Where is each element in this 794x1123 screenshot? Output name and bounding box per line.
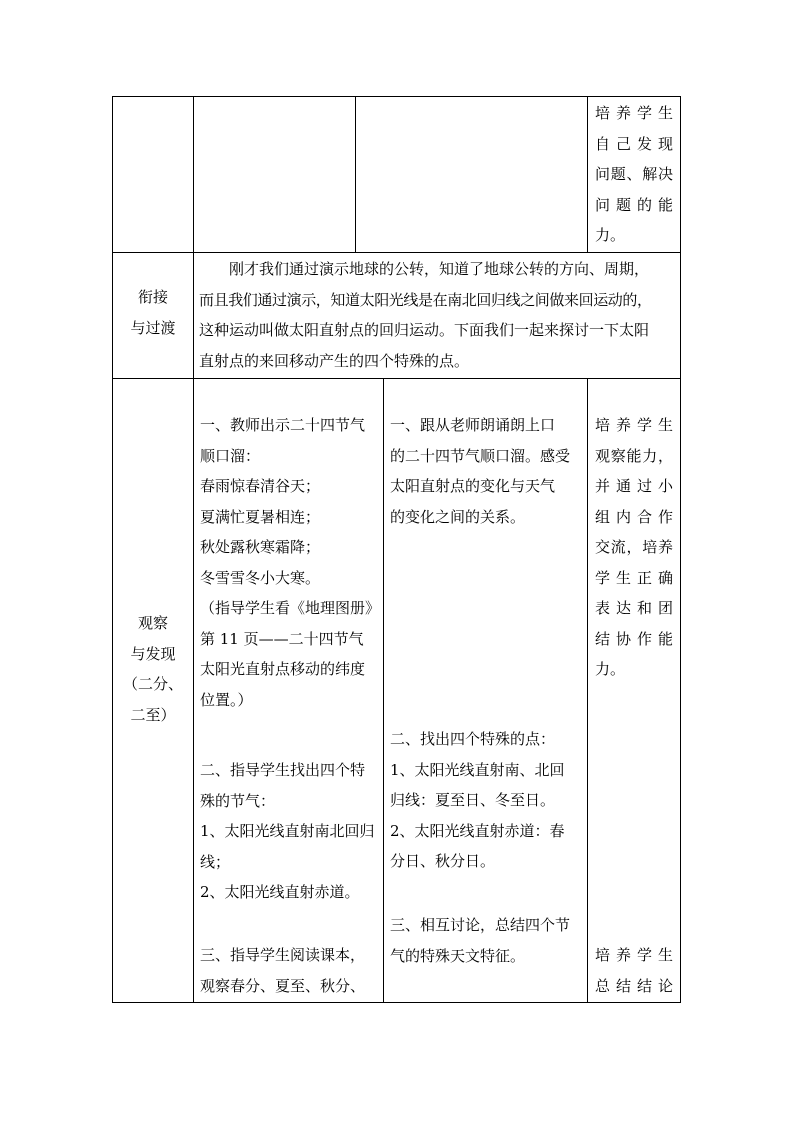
student-activity-block-3 bbox=[390, 910, 582, 971]
student-line: 归线：夏至日、冬至日。 bbox=[390, 791, 556, 809]
col-divider-label bbox=[193, 96, 194, 1003]
student-line: 2、太阳光线直射赤道：春 bbox=[390, 821, 565, 840]
purpose-line: 力。 bbox=[595, 226, 626, 244]
section-label: 观察 bbox=[137, 614, 168, 632]
purpose-line: 力。 bbox=[595, 660, 626, 678]
student-line: 分日、秋分日。 bbox=[390, 852, 496, 870]
col-divider-middle-row3 bbox=[383, 378, 384, 1002]
purpose-block-1 bbox=[595, 410, 673, 685]
row-divider-1 bbox=[112, 252, 681, 253]
teacher-line: 顺口溜： bbox=[200, 446, 261, 465]
transition-paragraph-line: 直射点的来回移动产生的四个特殊的点。 bbox=[199, 351, 470, 370]
purpose-block-2 bbox=[595, 940, 673, 1001]
row2-label-cell bbox=[113, 282, 193, 343]
teacher-line: 殊的节气： bbox=[200, 791, 276, 810]
teacher-line: 观察春分、夏至、秋分、 bbox=[200, 976, 366, 995]
teacher-line: 位置。） bbox=[200, 690, 253, 709]
purpose-line: 培养学生 bbox=[595, 104, 673, 122]
purpose-line: 培养学生 bbox=[595, 946, 673, 964]
student-line: 一、跟从老师朗诵朗上口 bbox=[390, 416, 556, 434]
teacher-line: 第 11 页——二十四节气 bbox=[200, 629, 364, 648]
teacher-line: 秋处露秋寒霜降； bbox=[200, 538, 321, 556]
student-line: 1、太阳光线直射南、北回 bbox=[390, 760, 565, 779]
student-activity-block-2 bbox=[390, 724, 582, 877]
section-label: 与过渡 bbox=[130, 318, 176, 337]
student-line: 的二十四节气顺口溜。感受 bbox=[390, 446, 571, 465]
row1-purpose-cell bbox=[595, 98, 673, 251]
table-border-left bbox=[112, 96, 113, 1003]
teacher-line: 冬雪雪冬小大寒。 bbox=[200, 568, 321, 587]
purpose-line: 并通过小 bbox=[595, 477, 673, 495]
teacher-line: 太阳光直射点移动的纬度 bbox=[200, 660, 366, 678]
purpose-line: 观察能力， bbox=[595, 446, 673, 465]
row2-text-cell bbox=[199, 254, 675, 376]
student-line: 的变化之间的关系。 bbox=[390, 507, 526, 526]
teacher-activity-block-3 bbox=[200, 940, 380, 1001]
purpose-line: 自己发现 bbox=[595, 134, 673, 153]
row3-label-cell bbox=[113, 608, 193, 730]
student-line: 气的特殊天文特征。 bbox=[390, 946, 526, 965]
teacher-line: 一、教师出示二十四节气 bbox=[200, 416, 366, 434]
student-line: 三、相互讨论，总结四个节 bbox=[390, 916, 571, 934]
teacher-line: 春雨惊春清谷天； bbox=[200, 477, 321, 495]
student-activity-block-1 bbox=[390, 410, 582, 532]
teacher-line: （指导学生看《地理图册》 bbox=[200, 599, 381, 617]
purpose-line: 学生正确 bbox=[595, 568, 673, 587]
teacher-line: 1、太阳光线直射南北回归 bbox=[200, 822, 375, 840]
teacher-line: 2、太阳光线直射赤道。 bbox=[200, 883, 360, 901]
teacher-activity-block-1 bbox=[200, 410, 380, 715]
row-divider-2 bbox=[112, 378, 681, 379]
col-divider-purpose-row3 bbox=[587, 378, 588, 1002]
purpose-line: 问题的能 bbox=[595, 195, 673, 214]
student-line: 太阳直射点的变化与天气 bbox=[390, 477, 556, 495]
student-line: 二、找出四个特殊的点： bbox=[390, 730, 556, 748]
section-label: 二至） bbox=[130, 705, 176, 724]
transition-paragraph-line: 这种运动叫做太阳直射点的回归运动。下面我们一起来探讨一下太阳 bbox=[199, 321, 650, 339]
purpose-line: 问题、解决 bbox=[595, 165, 673, 183]
col-divider-purpose-row1 bbox=[587, 96, 588, 252]
col-divider-middle-row1 bbox=[355, 96, 356, 252]
transition-paragraph-line: 而且我们通过演示，知道太阳光线是在南北回归线之间做来回运动的， bbox=[199, 290, 652, 309]
purpose-line: 组内合作 bbox=[595, 507, 673, 526]
table-border-bottom bbox=[112, 1002, 681, 1003]
section-label: 与发现 bbox=[130, 644, 176, 663]
purpose-line: 交流，培养 bbox=[595, 538, 673, 556]
section-label: 衔接 bbox=[137, 288, 168, 306]
teacher-line: 线； bbox=[200, 852, 231, 871]
purpose-line: 表达和团 bbox=[595, 599, 673, 617]
table-border-right bbox=[680, 96, 681, 1003]
table-border-top bbox=[112, 96, 681, 97]
purpose-line: 培养学生 bbox=[595, 416, 673, 434]
transition-paragraph-line: 刚才我们通过演示地球的公转，知道了地球公转的方向、周期， bbox=[229, 260, 650, 278]
teacher-activity-block-2 bbox=[200, 755, 380, 908]
teacher-line: 三、指导学生阅读课本， bbox=[200, 946, 366, 964]
section-label: （二分、 bbox=[122, 675, 183, 693]
teacher-line: 夏满忙夏暑相连； bbox=[200, 507, 321, 526]
purpose-line: 结协作能 bbox=[595, 629, 673, 648]
purpose-line: 总结结论 bbox=[595, 976, 673, 995]
teacher-line: 二、指导学生找出四个特 bbox=[200, 761, 366, 779]
